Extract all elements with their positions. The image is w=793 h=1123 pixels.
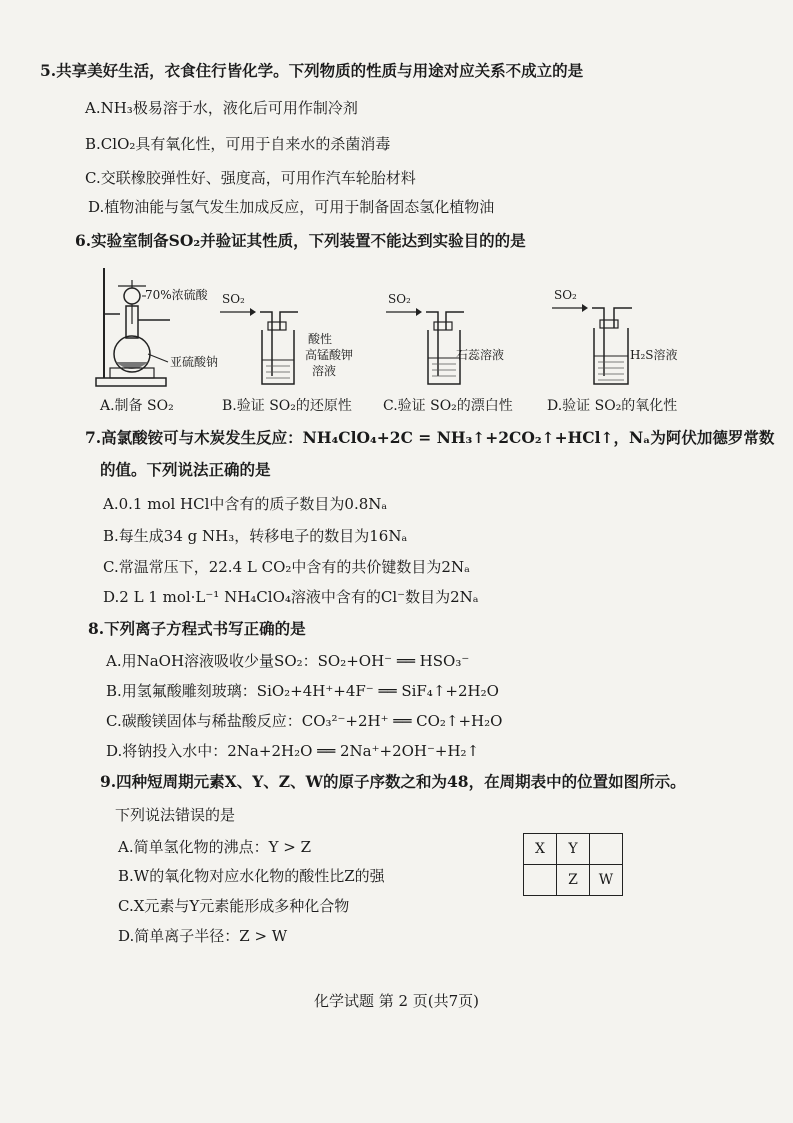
table-cell-empty [524, 865, 557, 896]
q5-option-b: B.ClO₂具有氧化性，可用于自来水的杀菌消毒 [85, 135, 391, 153]
q9-stem-line2: 下列说法错误的是 [115, 806, 236, 824]
q8-option-a: A.用NaOH溶液吸收少量SO₂：SO₂+OH⁻ ══ HSO₃⁻ [106, 652, 470, 670]
q5-option-c: C.交联橡胶弹性好、强度高，可用作汽车轮胎材料 [85, 169, 416, 187]
q5-option-a: A.NH₃极易溶于水，液化后可用作制冷剂 [85, 99, 358, 117]
q6-caption-d: D.验证 SO₂的氧化性 [547, 398, 678, 414]
label-so2-b: SO₂ [222, 292, 245, 306]
q8-stem: 8.下列离子方程式书写正确的是 [88, 619, 306, 638]
q7-option-a: A.0.1 mol HCl中含有的质子数目为0.8Nₐ [103, 495, 388, 513]
q6-caption-a: A.制备 SO₂ [100, 398, 174, 414]
label-kmno4-3: 溶液 [312, 364, 337, 378]
q6-caption-c: C.验证 SO₂的漂白性 [383, 398, 513, 414]
label-kmno4-2: 高锰酸钾 [305, 348, 354, 362]
label-kmno4-1: 酸性 [308, 332, 333, 346]
table-cell-z: Z [557, 865, 590, 896]
q7-option-c: C.常温常压下，22.4 L CO₂中含有的共价键数目为2Nₐ [103, 558, 470, 576]
label-litmus: 石蕊溶液 [456, 348, 505, 362]
label-so2-c: SO₂ [388, 292, 411, 306]
q7-stem-line1: 7.高氯酸铵可与木炭发生反应：NH₄ClO₄+2C = NH₃↑+2CO₂↑+HCl↑，Nₐ为阿伏加德罗常数 [85, 428, 775, 447]
table-cell-w: W [590, 865, 623, 896]
page-footer: 化学试题 第 2 页(共7页) [313, 992, 480, 1010]
table-cell-x: X [524, 834, 557, 865]
label-h2s: H₂S溶液 [630, 348, 678, 362]
q7-option-b: B.每生成34 g NH₃，转移电子的数目为16Nₐ [103, 527, 408, 545]
label-acid: 70%浓硫酸 [145, 288, 208, 302]
q8-option-d: D.将钠投入水中：2Na+2H₂O ══ 2Na⁺+2OH⁻+H₂↑ [106, 742, 480, 760]
q9-stem-line1: 9.四种短周期元素X、Y、Z、W的原子序数之和为48，在周期表中的位置如图所示。 [100, 772, 686, 791]
q6-stem: 6.实验室制备SO₂并验证其性质，下列装置不能达到实验目的的是 [75, 231, 526, 250]
table-cell-y: Y [557, 834, 590, 865]
q7-stem-line2: 的值。下列说法正确的是 [100, 460, 271, 479]
q8-option-c: C.碳酸镁固体与稀盐酸反应：CO₃²⁻+2H⁺ ══ CO₂↑+H₂O [106, 712, 503, 730]
apparatus-d-wash-bottle [552, 300, 642, 390]
q8-option-b: B.用氢氟酸雕刻玻璃：SiO₂+4H⁺+4F⁻ ══ SiF₄↑+2H₂O [106, 682, 499, 700]
label-salt: 亚硫酸钠 [170, 355, 219, 369]
q9-option-a: A.简单氢化物的沸点：Y > Z [118, 838, 312, 856]
apparatus-b-wash-bottle [220, 304, 310, 390]
q7-option-d: D.2 L 1 mol·L⁻¹ NH₄ClO₄溶液中含有的Cl⁻数目为2Nₐ [103, 588, 479, 606]
q6-caption-b: B.验证 SO₂的还原性 [222, 398, 352, 414]
q5-stem: 5.共享美好生活，衣食住行皆化学。下列物质的性质与用途对应关系不成立的是 [40, 61, 584, 80]
apparatus-a-flask-diagram [90, 262, 220, 390]
periodic-table-fragment [523, 833, 623, 896]
q5-option-d: D.植物油能与氢气发生加成反应，可用于制备固态氢化植物油 [88, 198, 495, 216]
q9-option-b: B.W的氧化物对应水化物的酸性比Z的强 [118, 867, 385, 885]
apparatus-c-wash-bottle [386, 304, 476, 390]
q9-option-c: C.X元素与Y元素能形成多种化合物 [118, 897, 350, 915]
q9-option-d: D.简单离子半径：Z > W [118, 927, 288, 945]
label-so2-d: SO₂ [554, 288, 577, 302]
table-cell-empty [590, 834, 623, 865]
